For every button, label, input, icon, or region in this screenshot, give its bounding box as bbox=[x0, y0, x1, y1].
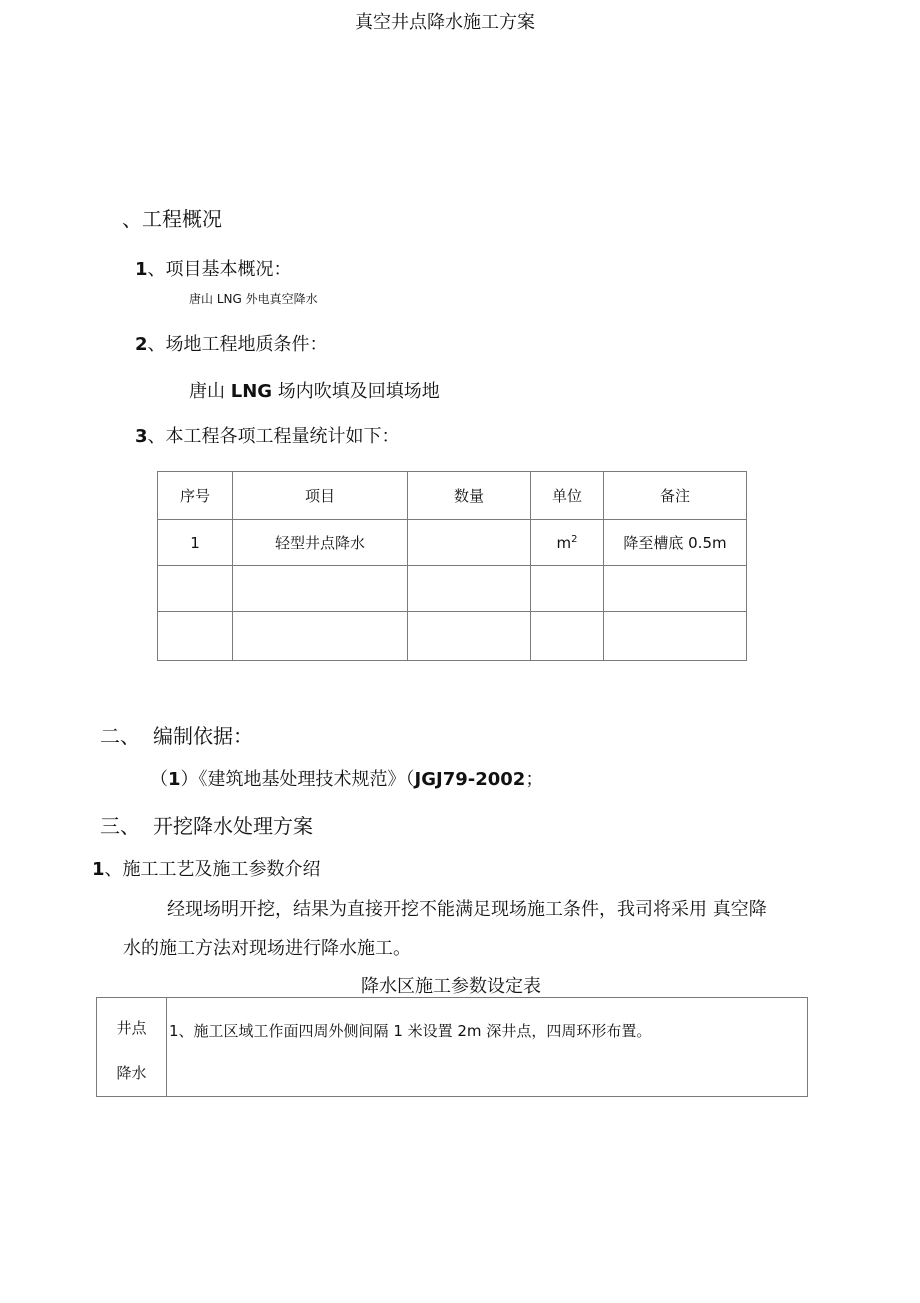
item-2-content-prefix: 唐山 bbox=[189, 381, 231, 402]
section-1-heading: 、工程概况 bbox=[122, 207, 222, 231]
item-2-content bbox=[189, 377, 440, 403]
section-3-heading: 开挖降水处理方案 bbox=[153, 814, 313, 838]
ref-title: 《建筑地基处理技术规范》（ bbox=[198, 769, 415, 790]
table-row bbox=[158, 566, 747, 612]
cell-item bbox=[233, 612, 408, 661]
item-1-heading bbox=[135, 255, 292, 281]
table-row bbox=[158, 520, 747, 566]
item-3-number: 3 bbox=[135, 426, 148, 447]
quantity-table bbox=[157, 471, 747, 661]
header-item: 项目 bbox=[233, 472, 408, 520]
ref-code: JGJ79-2002 bbox=[414, 769, 526, 790]
sub-1-number: 1 bbox=[92, 859, 105, 880]
table-header-row bbox=[158, 472, 747, 520]
document-title: 真空井点降水施工方案 bbox=[355, 12, 535, 33]
table-row bbox=[97, 998, 808, 1097]
param-table bbox=[96, 997, 808, 1097]
cell-qty bbox=[408, 520, 531, 566]
ref-close: ） bbox=[180, 769, 199, 790]
cell-seq bbox=[158, 566, 233, 612]
item-2-heading bbox=[135, 330, 328, 356]
item-1-number: 1 bbox=[135, 259, 148, 280]
item-3-heading bbox=[135, 422, 400, 448]
cell-unit bbox=[531, 520, 604, 566]
param-table-caption: 降水区施工参数设定表 bbox=[361, 976, 541, 997]
header-qty: 数量 bbox=[408, 472, 531, 520]
cell-note: 降至槽底 0.5m bbox=[604, 520, 747, 566]
ref-end: ； bbox=[525, 769, 544, 790]
item-2-content-suffix: 场内吹填及回填场地 bbox=[272, 381, 440, 402]
header-unit: 单位 bbox=[531, 472, 604, 520]
ref-number: 1 bbox=[168, 769, 181, 790]
item-1-content: 唐山 LNG 外电真空降水 bbox=[189, 292, 318, 306]
item-2-label: 、场地工程地质条件： bbox=[147, 334, 328, 355]
cell-note bbox=[604, 566, 747, 612]
cell-qty bbox=[408, 612, 531, 661]
cell-item bbox=[233, 566, 408, 612]
sub-1-label: 、施工工艺及施工参数介绍 bbox=[104, 859, 321, 880]
item-2-content-lng: LNG bbox=[230, 381, 273, 402]
section-3-numeral: 三、 bbox=[100, 814, 140, 838]
cell-unit bbox=[531, 612, 604, 661]
cell-note bbox=[604, 612, 747, 661]
param-label-line-2: 降水 bbox=[116, 1064, 147, 1082]
table-row bbox=[158, 612, 747, 661]
paragraph-line-2: 水的施工方法对现场进行降水施工。 bbox=[123, 938, 411, 959]
paragraph-line-1: 经现场明开挖，结果为直接开挖不能满足现场施工条件，我司将采用 真空降 bbox=[167, 899, 767, 920]
header-note: 备注 bbox=[604, 472, 747, 520]
param-label-line-1: 井点 bbox=[116, 1019, 147, 1037]
item-2-number: 2 bbox=[135, 334, 148, 355]
item-3-label: 、本工程各项工程量统计如下： bbox=[147, 426, 400, 447]
cell-seq bbox=[158, 612, 233, 661]
cell-unit bbox=[531, 566, 604, 612]
unit-text: m bbox=[556, 533, 572, 552]
cell-qty bbox=[408, 566, 531, 612]
header-seq: 序号 bbox=[158, 472, 233, 520]
sub-1-heading bbox=[92, 855, 321, 881]
cell-item: 轻型井点降水 bbox=[233, 520, 408, 566]
reference-line bbox=[150, 765, 543, 791]
section-2-heading: 编制依据： bbox=[153, 724, 253, 748]
param-label-cell bbox=[97, 998, 167, 1097]
ref-open: （ bbox=[150, 769, 168, 790]
section-2-numeral: 二、 bbox=[100, 724, 140, 748]
cell-seq: 1 bbox=[158, 520, 233, 566]
unit-superscript: 2 bbox=[571, 533, 578, 545]
param-content-cell: 1、施工区域工作面四周外侧间隔 1 米设置 2m 深井点，四周环形布置。 bbox=[167, 998, 808, 1097]
item-1-label: 、项目基本概况： bbox=[147, 259, 292, 280]
